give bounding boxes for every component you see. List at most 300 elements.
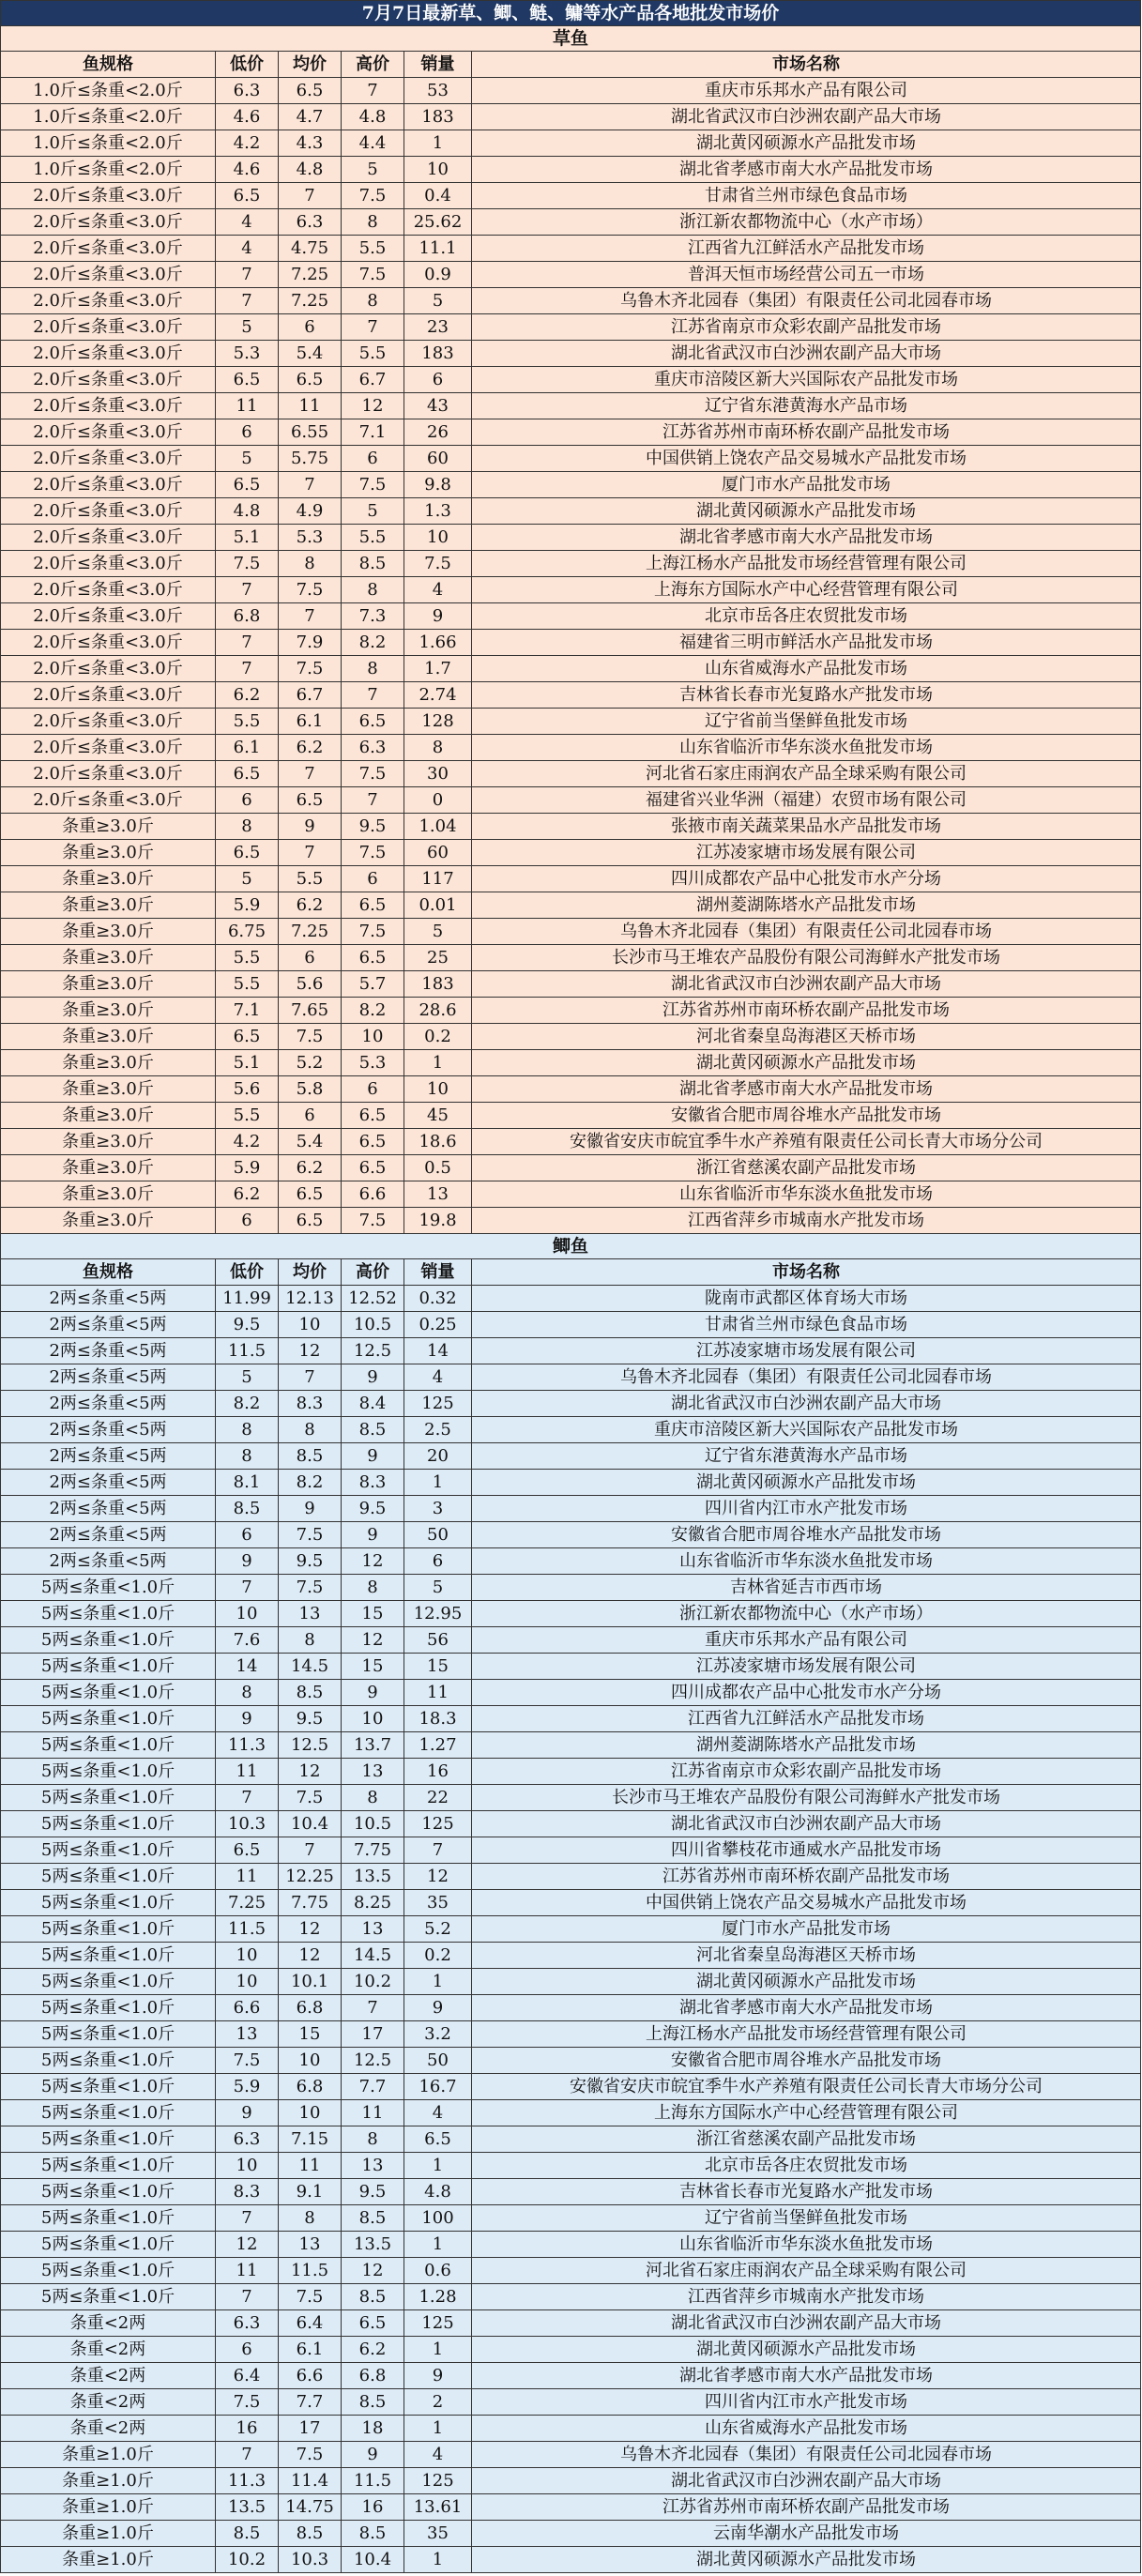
spec-cell: 2.0斤≤条重<3.0斤 <box>1 787 216 814</box>
volume-cell: 4 <box>404 2100 472 2126</box>
spec-cell: 条重≥3.0斤 <box>1 1155 216 1181</box>
spec-cell: 2.0斤≤条重<3.0斤 <box>1 761 216 787</box>
low-price-cell: 10 <box>216 1601 279 1627</box>
low-price-cell: 5.5 <box>216 1103 279 1129</box>
spec-cell: 2.0斤≤条重<3.0斤 <box>1 393 216 419</box>
avg-price-cell: 7 <box>279 472 342 498</box>
high-price-cell: 4.8 <box>342 104 404 130</box>
market-name-cell: 山东省临沂市华东淡水鱼批发市场 <box>472 2232 1141 2258</box>
avg-price-cell: 7.9 <box>279 630 342 656</box>
spec-cell: 2两≤条重<5两 <box>1 1286 216 1312</box>
table-row <box>1 314 1141 341</box>
spec-cell: 5两≤条重<1.0斤 <box>1 2048 216 2074</box>
market-name-cell: 山东省临沂市华东淡水鱼批发市场 <box>472 1548 1141 1575</box>
volume-cell: 0.2 <box>404 1943 472 1969</box>
market-name-cell: 湖州菱湖陈塔水产品批发市场 <box>472 1732 1141 1759</box>
spec-cell: 5两≤条重<1.0斤 <box>1 1837 216 1864</box>
avg-price-cell: 6.3 <box>279 209 342 236</box>
market-name-cell: 湖北省孝感市南大水产品批发市场 <box>472 1995 1141 2021</box>
spec-cell: 2两≤条重<5两 <box>1 1443 216 1470</box>
volume-cell: 0 <box>404 787 472 814</box>
header-spec: 鱼规格 <box>1 52 216 78</box>
spec-cell: 2.0斤≤条重<3.0斤 <box>1 525 216 551</box>
high-price-cell: 12.5 <box>342 2048 404 2074</box>
market-name-cell: 湖北省武汉市白沙洲农副产品大市场 <box>472 971 1141 998</box>
volume-cell: 13 <box>404 1181 472 1208</box>
header-high-price: 高价 <box>342 52 404 78</box>
low-price-cell: 7.25 <box>216 1890 279 1916</box>
low-price-cell: 5 <box>216 314 279 341</box>
market-name-cell: 乌鲁木齐北园春（集团）有限责任公司北园春市场 <box>472 288 1141 314</box>
spec-cell: 条重<2两 <box>1 2389 216 2416</box>
avg-price-cell: 6.1 <box>279 2337 342 2363</box>
low-price-cell: 5 <box>216 446 279 472</box>
market-name-cell: 上海东方国际水产中心经营管理有限公司 <box>472 2100 1141 2126</box>
table-row <box>1 1785 1141 1811</box>
high-price-cell: 6.5 <box>342 1103 404 1129</box>
spec-cell: 5两≤条重<1.0斤 <box>1 1601 216 1627</box>
low-price-cell: 6 <box>216 2337 279 2363</box>
low-price-cell: 5.1 <box>216 525 279 551</box>
avg-price-cell: 7.5 <box>279 2442 342 2468</box>
spec-cell: 5两≤条重<1.0斤 <box>1 1785 216 1811</box>
volume-cell: 8 <box>404 735 472 761</box>
low-price-cell: 6.75 <box>216 919 279 945</box>
avg-price-cell: 4.75 <box>279 236 342 262</box>
high-price-cell: 8.5 <box>342 1417 404 1443</box>
low-price-cell: 5.6 <box>216 1076 279 1103</box>
avg-price-cell: 11.5 <box>279 2258 342 2284</box>
spec-cell: 条重<2两 <box>1 2310 216 2337</box>
spec-cell: 条重≥3.0斤 <box>1 840 216 866</box>
volume-cell: 28.6 <box>404 998 472 1024</box>
spec-cell: 5两≤条重<1.0斤 <box>1 1916 216 1943</box>
avg-price-cell: 9.5 <box>279 1706 342 1732</box>
market-name-cell: 江苏省苏州市南环桥农副产品批发市场 <box>472 1864 1141 1890</box>
volume-cell: 13.61 <box>404 2494 472 2521</box>
spec-cell: 条重≥3.0斤 <box>1 866 216 892</box>
volume-cell: 5 <box>404 919 472 945</box>
avg-price-cell: 8 <box>279 551 342 577</box>
low-price-cell: 9 <box>216 2100 279 2126</box>
table-row <box>1 2021 1141 2048</box>
spec-cell: 2两≤条重<5两 <box>1 1338 216 1364</box>
low-price-cell: 6.5 <box>216 183 279 209</box>
table-row <box>1 1995 1141 2021</box>
low-price-cell: 5.5 <box>216 945 279 971</box>
volume-cell: 10 <box>404 525 472 551</box>
high-price-cell: 12.52 <box>342 1286 404 1312</box>
high-price-cell: 6.3 <box>342 735 404 761</box>
spec-cell: 条重≥3.0斤 <box>1 919 216 945</box>
avg-price-cell: 7.75 <box>279 1890 342 1916</box>
avg-price-cell: 10 <box>279 1312 342 1338</box>
high-price-cell: 9.5 <box>342 814 404 840</box>
high-price-cell: 7 <box>342 314 404 341</box>
high-price-cell: 7.5 <box>342 472 404 498</box>
table-row <box>1 1496 1141 1522</box>
high-price-cell: 12 <box>342 1627 404 1654</box>
market-name-cell: 湖北省武汉市白沙洲农副产品大市场 <box>472 2468 1141 2494</box>
avg-price-cell: 6 <box>279 1103 342 1129</box>
table-row <box>1 603 1141 630</box>
table-row <box>1 1470 1141 1496</box>
low-price-cell: 6.5 <box>216 840 279 866</box>
spec-cell: 条重≥3.0斤 <box>1 1129 216 1155</box>
table-row <box>1 2363 1141 2389</box>
market-name-cell: 湖北省武汉市白沙洲农副产品大市场 <box>472 341 1141 367</box>
high-price-cell: 8.3 <box>342 1470 404 1496</box>
market-name-cell: 重庆市涪陵区新大兴国际农产品批发市场 <box>472 367 1141 393</box>
low-price-cell: 4.6 <box>216 104 279 130</box>
table-row <box>1 2074 1141 2100</box>
avg-price-cell: 8.5 <box>279 1443 342 1470</box>
volume-cell: 14 <box>404 1338 472 1364</box>
volume-cell: 1.04 <box>404 814 472 840</box>
avg-price-cell: 14.75 <box>279 2494 342 2521</box>
table-row <box>1 183 1141 209</box>
low-price-cell: 5.3 <box>216 341 279 367</box>
avg-price-cell: 12.13 <box>279 1286 342 1312</box>
spec-cell: 5两≤条重<1.0斤 <box>1 1943 216 1969</box>
spec-cell: 2两≤条重<5两 <box>1 1312 216 1338</box>
high-price-cell: 10.5 <box>342 1312 404 1338</box>
low-price-cell: 11 <box>216 393 279 419</box>
market-name-cell: 中国供销上饶农产品交易城水产品批发市场 <box>472 446 1141 472</box>
market-name-cell: 福建省三明市鲜活水产品批发市场 <box>472 630 1141 656</box>
high-price-cell: 8.5 <box>342 2521 404 2547</box>
avg-price-cell: 10.4 <box>279 1811 342 1837</box>
table-row <box>1 1443 1141 1470</box>
high-price-cell: 13.5 <box>342 1864 404 1890</box>
spec-cell: 2.0斤≤条重<3.0斤 <box>1 236 216 262</box>
spec-cell: 2两≤条重<5两 <box>1 1548 216 1575</box>
market-name-cell: 湖北省武汉市白沙洲农副产品大市场 <box>472 104 1141 130</box>
table-row <box>1 735 1141 761</box>
spec-cell: 条重≥1.0斤 <box>1 2468 216 2494</box>
table-row <box>1 919 1141 945</box>
volume-cell: 1.28 <box>404 2284 472 2310</box>
spec-cell: 5两≤条重<1.0斤 <box>1 1759 216 1785</box>
high-price-cell: 13 <box>342 2153 404 2179</box>
table-row <box>1 367 1141 393</box>
volume-cell: 0.4 <box>404 183 472 209</box>
market-name-cell: 江西省萍乡市城南水产批发市场 <box>472 2284 1141 2310</box>
volume-cell: 0.32 <box>404 1286 472 1312</box>
avg-price-cell: 5.8 <box>279 1076 342 1103</box>
volume-cell: 1 <box>404 1969 472 1995</box>
avg-price-cell: 7.5 <box>279 656 342 682</box>
avg-price-cell: 6.6 <box>279 2363 342 2389</box>
table-row <box>1 1103 1141 1129</box>
market-name-cell: 厦门市水产品批发市场 <box>472 472 1141 498</box>
low-price-cell: 7 <box>216 262 279 288</box>
low-price-cell: 11 <box>216 2258 279 2284</box>
low-price-cell: 9.5 <box>216 1312 279 1338</box>
table-row <box>1 1627 1141 1654</box>
high-price-cell: 7 <box>342 78 404 104</box>
spec-cell: 2两≤条重<5两 <box>1 1496 216 1522</box>
table-row <box>1 1338 1141 1364</box>
low-price-cell: 10.2 <box>216 2547 279 2573</box>
volume-cell: 30 <box>404 761 472 787</box>
avg-price-cell: 6.2 <box>279 1155 342 1181</box>
market-name-cell: 河北省秦皇岛海港区天桥市场 <box>472 1024 1141 1050</box>
market-name-cell: 山东省威海水产品批发市场 <box>472 2416 1141 2442</box>
low-price-cell: 7 <box>216 2284 279 2310</box>
market-name-cell: 福建省兴业华洲（福建）农贸市场有限公司 <box>472 787 1141 814</box>
spec-cell: 2两≤条重<5两 <box>1 1364 216 1391</box>
header-low-price: 低价 <box>216 1259 279 1286</box>
spec-cell: 2.0斤≤条重<3.0斤 <box>1 209 216 236</box>
high-price-cell: 6 <box>342 1076 404 1103</box>
low-price-cell: 8 <box>216 1443 279 1470</box>
table-row <box>1 1208 1141 1234</box>
market-name-cell: 湖北省孝感市南大水产品批发市场 <box>472 525 1141 551</box>
avg-price-cell: 10.3 <box>279 2547 342 2573</box>
market-name-cell: 安徽省合肥市周谷堆水产品批发市场 <box>472 2048 1141 2074</box>
market-name-cell: 长沙市马王堆农产品股份有限公司海鲜水产批发市场 <box>472 1785 1141 1811</box>
low-price-cell: 7 <box>216 577 279 603</box>
market-name-cell: 江苏省苏州市南环桥农副产品批发市场 <box>472 998 1141 1024</box>
high-price-cell: 7.5 <box>342 919 404 945</box>
avg-price-cell: 6.5 <box>279 1208 342 1234</box>
low-price-cell: 7.5 <box>216 2048 279 2074</box>
avg-price-cell: 7.25 <box>279 262 342 288</box>
low-price-cell: 8.2 <box>216 1391 279 1417</box>
market-name-cell: 云南华潮水产品批发市场 <box>472 2521 1141 2547</box>
volume-cell: 2.74 <box>404 682 472 709</box>
market-name-cell: 安徽省安庆市皖宜季牛水产养殖有限责任公司长青大市场分公司 <box>472 1129 1141 1155</box>
volume-cell: 53 <box>404 78 472 104</box>
market-name-cell: 江西省九江鲜活水产品批发市场 <box>472 236 1141 262</box>
volume-cell: 1.7 <box>404 656 472 682</box>
section-crucian-carp <box>1 1234 1141 2573</box>
market-name-cell: 湖北省武汉市白沙洲农副产品大市场 <box>472 2310 1141 2337</box>
volume-cell: 6.5 <box>404 2126 472 2153</box>
avg-price-cell: 7.5 <box>279 1785 342 1811</box>
table-row <box>1 1969 1141 1995</box>
spec-cell: 条重≥3.0斤 <box>1 1181 216 1208</box>
table-row <box>1 1732 1141 1759</box>
high-price-cell: 8.4 <box>342 1391 404 1417</box>
high-price-cell: 9 <box>342 1443 404 1470</box>
volume-cell: 25.62 <box>404 209 472 236</box>
low-price-cell: 5.9 <box>216 1155 279 1181</box>
avg-price-cell: 6.4 <box>279 2310 342 2337</box>
table-row <box>1 2416 1141 2442</box>
avg-price-cell: 5.6 <box>279 971 342 998</box>
table-row <box>1 341 1141 367</box>
volume-cell: 1 <box>404 1050 472 1076</box>
low-price-cell: 13 <box>216 2021 279 2048</box>
avg-price-cell: 7 <box>279 603 342 630</box>
table-row <box>1 2048 1141 2074</box>
market-name-cell: 重庆市乐邦水产品有限公司 <box>472 1627 1141 1654</box>
table-row <box>1 393 1141 419</box>
volume-cell: 5.2 <box>404 1916 472 1943</box>
volume-cell: 56 <box>404 1627 472 1654</box>
table-row <box>1 2442 1141 2468</box>
low-price-cell: 11.5 <box>216 1338 279 1364</box>
low-price-cell: 9 <box>216 1548 279 1575</box>
table-row <box>1 2337 1141 2363</box>
market-name-cell: 浙江省慈溪农副产品批发市场 <box>472 2126 1141 2153</box>
avg-price-cell: 7.5 <box>279 577 342 603</box>
volume-cell: 125 <box>404 2468 472 2494</box>
volume-cell: 18.3 <box>404 1706 472 1732</box>
market-name-cell: 江苏凌家塘市场发展有限公司 <box>472 1654 1141 1680</box>
spec-cell: 条重≥3.0斤 <box>1 945 216 971</box>
avg-price-cell: 10 <box>279 2048 342 2074</box>
avg-price-cell: 6.1 <box>279 709 342 735</box>
high-price-cell: 9 <box>342 2442 404 2468</box>
table-row <box>1 2205 1141 2232</box>
avg-price-cell: 12 <box>279 1943 342 1969</box>
table-row <box>1 288 1141 314</box>
volume-cell: 125 <box>404 2310 472 2337</box>
section-grass-carp <box>1 26 1141 1234</box>
table-row <box>1 1181 1141 1208</box>
avg-price-cell: 11.4 <box>279 2468 342 2494</box>
market-name-cell: 湖北省武汉市白沙洲农副产品大市场 <box>472 1811 1141 1837</box>
low-price-cell: 11 <box>216 1864 279 1890</box>
high-price-cell: 7.1 <box>342 419 404 446</box>
volume-cell: 0.5 <box>404 1155 472 1181</box>
high-price-cell: 5 <box>342 498 404 525</box>
high-price-cell: 5.5 <box>342 341 404 367</box>
avg-price-cell: 6 <box>279 945 342 971</box>
table-row <box>1 1890 1141 1916</box>
avg-price-cell: 7.25 <box>279 288 342 314</box>
market-name-cell: 上海江杨水产品批发市场经营管理有限公司 <box>472 551 1141 577</box>
high-price-cell: 4.4 <box>342 130 404 157</box>
low-price-cell: 6 <box>216 1208 279 1234</box>
volume-cell: 1 <box>404 130 472 157</box>
market-name-cell: 湖北黄冈硕源水产品批发市场 <box>472 2547 1141 2573</box>
low-price-cell: 5.9 <box>216 892 279 919</box>
table-row <box>1 419 1141 446</box>
market-name-cell: 上海江杨水产品批发市场经营管理有限公司 <box>472 2021 1141 2048</box>
volume-cell: 183 <box>404 341 472 367</box>
spec-cell: 5两≤条重<1.0斤 <box>1 2284 216 2310</box>
spec-cell: 2.0斤≤条重<3.0斤 <box>1 630 216 656</box>
low-price-cell: 4 <box>216 236 279 262</box>
table-row <box>1 2284 1141 2310</box>
low-price-cell: 8.5 <box>216 1496 279 1522</box>
table-row <box>1 525 1141 551</box>
high-price-cell: 10 <box>342 1706 404 1732</box>
market-name-cell: 陇南市武都区体育场大市场 <box>472 1286 1141 1312</box>
spec-cell: 条重≥3.0斤 <box>1 892 216 919</box>
low-price-cell: 6.5 <box>216 1837 279 1864</box>
market-name-cell: 乌鲁木齐北园春（集团）有限责任公司北园春市场 <box>472 1364 1141 1391</box>
spec-cell: 5两≤条重<1.0斤 <box>1 1627 216 1654</box>
volume-cell: 1.3 <box>404 498 472 525</box>
volume-cell: 22 <box>404 1785 472 1811</box>
volume-cell: 0.9 <box>404 262 472 288</box>
spec-cell: 5两≤条重<1.0斤 <box>1 1732 216 1759</box>
market-name-cell: 湖北省孝感市南大水产品批发市场 <box>472 157 1141 183</box>
avg-price-cell: 7 <box>279 840 342 866</box>
volume-cell: 0.2 <box>404 1024 472 1050</box>
volume-cell: 12.95 <box>404 1601 472 1627</box>
high-price-cell: 7.75 <box>342 1837 404 1864</box>
avg-price-cell: 13 <box>279 2232 342 2258</box>
market-name-cell: 湖北省武汉市白沙洲农副产品大市场 <box>472 1391 1141 1417</box>
low-price-cell: 6.5 <box>216 367 279 393</box>
avg-price-cell: 4.8 <box>279 157 342 183</box>
avg-price-cell: 6.8 <box>279 1995 342 2021</box>
spec-cell: 5两≤条重<1.0斤 <box>1 2179 216 2205</box>
high-price-cell: 5.5 <box>342 525 404 551</box>
high-price-cell: 8 <box>342 288 404 314</box>
table-row <box>1 104 1141 130</box>
avg-price-cell: 15 <box>279 2021 342 2048</box>
low-price-cell: 6.2 <box>216 1181 279 1208</box>
low-price-cell: 11.5 <box>216 1916 279 1943</box>
table-row <box>1 892 1141 919</box>
table-row <box>1 446 1141 472</box>
market-name-cell: 甘肃省兰州市绿色食品市场 <box>472 1312 1141 1338</box>
volume-cell: 117 <box>404 866 472 892</box>
table-row <box>1 262 1141 288</box>
spec-cell: 5两≤条重<1.0斤 <box>1 2074 216 2100</box>
volume-cell: 19.8 <box>404 1208 472 1234</box>
high-price-cell: 17 <box>342 2021 404 2048</box>
low-price-cell: 6.2 <box>216 682 279 709</box>
spec-cell: 5两≤条重<1.0斤 <box>1 2153 216 2179</box>
low-price-cell: 5.9 <box>216 2074 279 2100</box>
high-price-cell: 14.5 <box>342 1943 404 1969</box>
spec-cell: 2两≤条重<5两 <box>1 1470 216 1496</box>
section-title: 草鱼 <box>1 26 1141 52</box>
market-name-cell: 湖北省孝感市南大水产品批发市场 <box>472 2363 1141 2389</box>
avg-price-cell: 6.2 <box>279 735 342 761</box>
low-price-cell: 6.3 <box>216 78 279 104</box>
avg-price-cell: 4.3 <box>279 130 342 157</box>
table-row <box>1 2494 1141 2521</box>
table-row <box>1 2100 1141 2126</box>
avg-price-cell: 11 <box>279 2153 342 2179</box>
low-price-cell: 16 <box>216 2416 279 2442</box>
low-price-cell: 8 <box>216 814 279 840</box>
high-price-cell: 9.5 <box>342 1496 404 1522</box>
high-price-cell: 6.5 <box>342 945 404 971</box>
avg-price-cell: 4.9 <box>279 498 342 525</box>
low-price-cell: 6.3 <box>216 2310 279 2337</box>
avg-price-cell: 12.25 <box>279 1864 342 1890</box>
table-row <box>1 1129 1141 1155</box>
table-row <box>1 866 1141 892</box>
avg-price-cell: 5.4 <box>279 341 342 367</box>
volume-cell: 9 <box>404 603 472 630</box>
avg-price-cell: 4.7 <box>279 104 342 130</box>
spec-cell: 条重≥3.0斤 <box>1 814 216 840</box>
high-price-cell: 6.8 <box>342 2363 404 2389</box>
table-row <box>1 630 1141 656</box>
high-price-cell: 13 <box>342 1759 404 1785</box>
market-name-cell: 安徽省合肥市周谷堆水产品批发市场 <box>472 1522 1141 1548</box>
header-avg-price: 均价 <box>279 1259 342 1286</box>
market-name-cell: 四川省内江市水产批发市场 <box>472 1496 1141 1522</box>
spec-cell: 条重≥1.0斤 <box>1 2521 216 2547</box>
avg-price-cell: 12 <box>279 1759 342 1785</box>
avg-price-cell: 8.3 <box>279 1391 342 1417</box>
market-name-cell: 吉林省延吉市西市场 <box>472 1575 1141 1601</box>
volume-cell: 20 <box>404 1443 472 1470</box>
low-price-cell: 11 <box>216 1759 279 1785</box>
